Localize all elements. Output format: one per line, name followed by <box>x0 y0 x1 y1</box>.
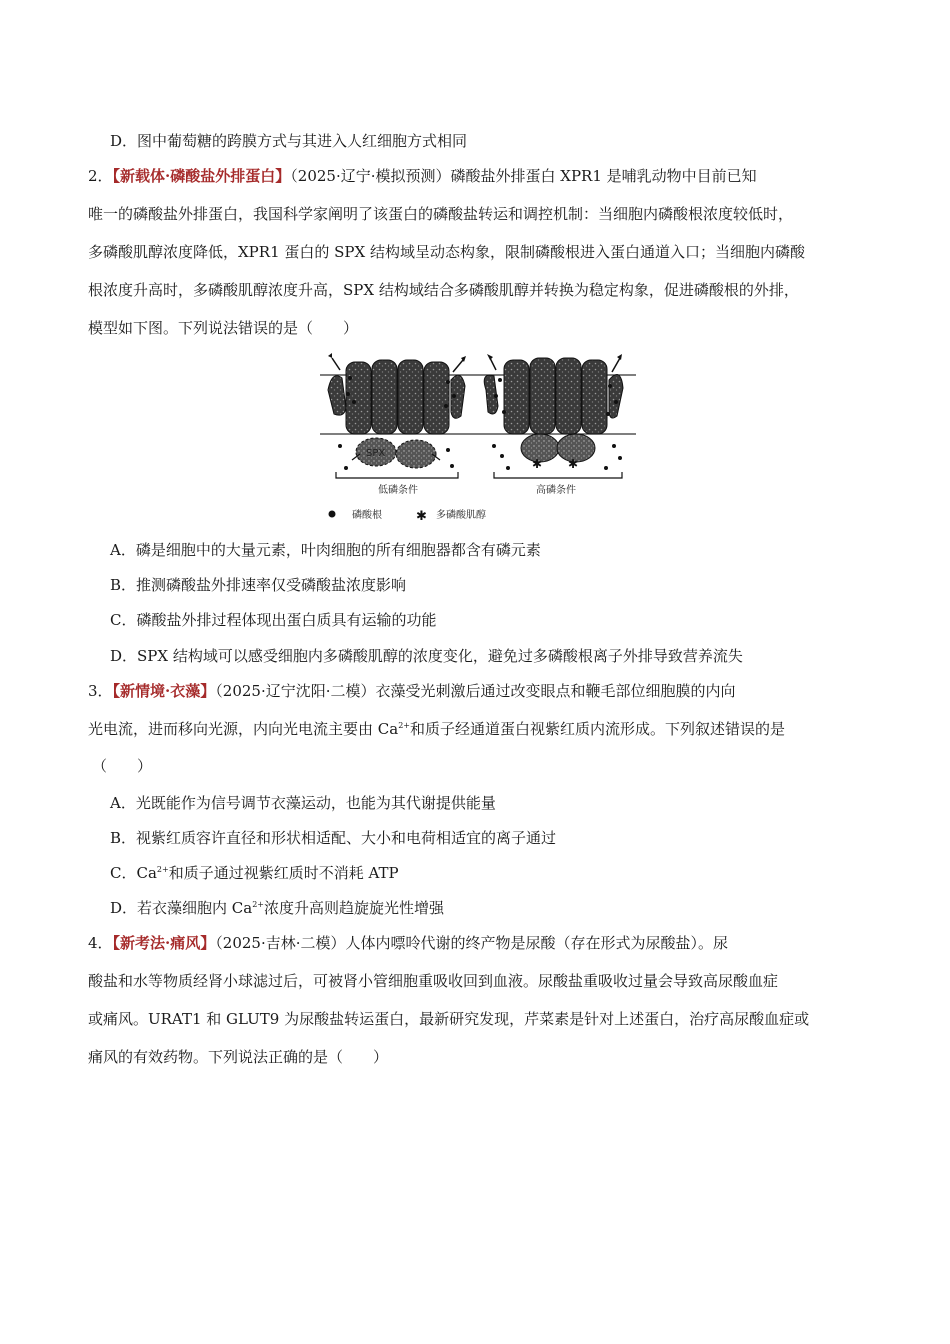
svg-text:✱: ✱ <box>568 457 579 471</box>
q2-option-d: D．SPX 结构域可以感受细胞内多磷酸肌醇的浓度变化，避免过多磷酸根离子外排导致营养流失 <box>110 647 743 665</box>
q3-stem-text: （2025·辽宁沈阳·二模）衣藻受光刺激后通过改变眼点和鞭毛部位细胞膜的内向 <box>215 682 736 700</box>
xpr1-model-figure <box>318 350 638 525</box>
q3-option-d-post: 浓度升高则趋旋旋光性增强 <box>264 899 445 917</box>
q3-stem-line-3: （ ） <box>92 757 153 775</box>
q2-stem-line-5: 模型如下图。下列说法错误的是（ ） <box>88 319 359 337</box>
q2-option-c: C．磷酸盐外排过程体现出蛋白质具有运输的功能 <box>110 611 437 629</box>
q4-number: 4． <box>88 934 113 952</box>
q4-stem-line-1 <box>88 933 728 953</box>
label-low-phosphate: 低磷条件 <box>378 485 418 496</box>
q2-option-a: A．磷是细胞中的大量元素，叶肉细胞的所有细胞器都含有磷元素 <box>110 541 541 559</box>
q3-stem-line-2 <box>88 719 785 739</box>
q3-number: 3． <box>88 682 113 700</box>
q3-option-b: B．视紫红质容许直径和形状相适配、大小和电荷相适宜的离子通过 <box>110 829 557 847</box>
legend-inositol-marker: ✱ <box>416 509 427 524</box>
q2-tag: 【新载体·磷酸盐外排蛋白】 <box>112 167 291 185</box>
q2-number: 2． <box>88 167 113 185</box>
q4-stem-line-2: 酸盐和水等物质经肾小球滤过后，可被肾小管细胞重吸收回到血液。尿酸盐重吸收过量会导致高尿酸血症 <box>88 972 779 990</box>
q2-option-b: B．推测磷酸盐外排速率仅受磷酸盐浓度影响 <box>110 576 407 594</box>
q2-stem-line-2: 唯一的磷酸盐外排蛋白，我国科学家阐明了该蛋白的磷酸盐转运和调控机制：当细胞内磷酸根浓度较低时， <box>88 205 794 223</box>
q4-stem-text: （2025·吉林·二模）人体内嘌呤代谢的终产物是尿酸（存在形式为尿酸盐）。尿 <box>215 934 728 952</box>
q3-stem-text-post: 和质子经通道蛋白视紫红质内流形成。下列叙述错误的是 <box>410 720 786 738</box>
q3-option-c-pre: C．Ca <box>110 864 157 882</box>
protein-low-phosphate <box>328 353 466 496</box>
figure-legend <box>329 508 487 524</box>
q3-option-c-post: 和质子通过视紫红质时不消耗 ATP <box>168 864 399 882</box>
q4-stem-line-4: 痛风的有效药物。下列说法正确的是（ ） <box>88 1048 389 1066</box>
q3-option-d <box>110 898 444 918</box>
ca-charge: 2+ <box>156 865 169 874</box>
spx-label: SPX <box>366 448 386 459</box>
q3-stem-text-pre: 光电流，进而移向光源，内向光电流主要由 Ca <box>88 720 399 738</box>
ca-charge: 2+ <box>398 721 410 730</box>
q3-stem-line-1 <box>88 681 736 701</box>
svg-text:✱: ✱ <box>532 457 543 471</box>
q2-stem-line-1 <box>88 166 757 186</box>
q3-option-c <box>110 863 399 883</box>
legend-phosphate-label: 磷酸根 <box>352 510 382 521</box>
legend-phosphate-marker <box>329 511 336 518</box>
q3-tag: 【新情境·衣藻】 <box>112 682 216 700</box>
q3-option-d-pre: D．若衣藻细胞内 Ca <box>110 899 253 917</box>
q2-stem-line-4: 根浓度升高时，多磷酸肌醇浓度升高，SPX 结构域结合多磷酸肌醇并转换为稳定构象，促进磷酸根的外排， <box>88 281 799 299</box>
protein-high-phosphate <box>484 354 623 496</box>
q4-stem-line-3: 或痛风。URAT1 和 GLUT9 为尿酸盐转运蛋白，最新研究发现，芹菜素是针对上述蛋白，治疗高尿酸血症或 <box>88 1010 810 1028</box>
q2-stem-line-3: 多磷酸肌醇浓度降低，XPR1 蛋白的 SPX 结构域呈动态构象，限制磷酸根进入蛋白通道入口；当细胞内磷酸 <box>88 243 805 261</box>
legend-inositol-label: 多磷酸肌醇 <box>436 510 486 521</box>
label-high-phosphate: 高磷条件 <box>536 485 576 496</box>
q1-option-d: D．图中葡萄糖的跨膜方式与其进入人红细胞方式相同 <box>110 132 468 150</box>
q3-option-a: A．光既能作为信号调节衣藻运动，也能为其代谢提供能量 <box>110 794 496 812</box>
q2-stem-text: （2025·辽宁·模拟预测）磷酸盐外排蛋白 XPR1 是哺乳动物中目前已知 <box>290 167 757 185</box>
ca-charge: 2+ <box>252 900 265 909</box>
q4-tag: 【新考法·痛风】 <box>112 934 216 952</box>
